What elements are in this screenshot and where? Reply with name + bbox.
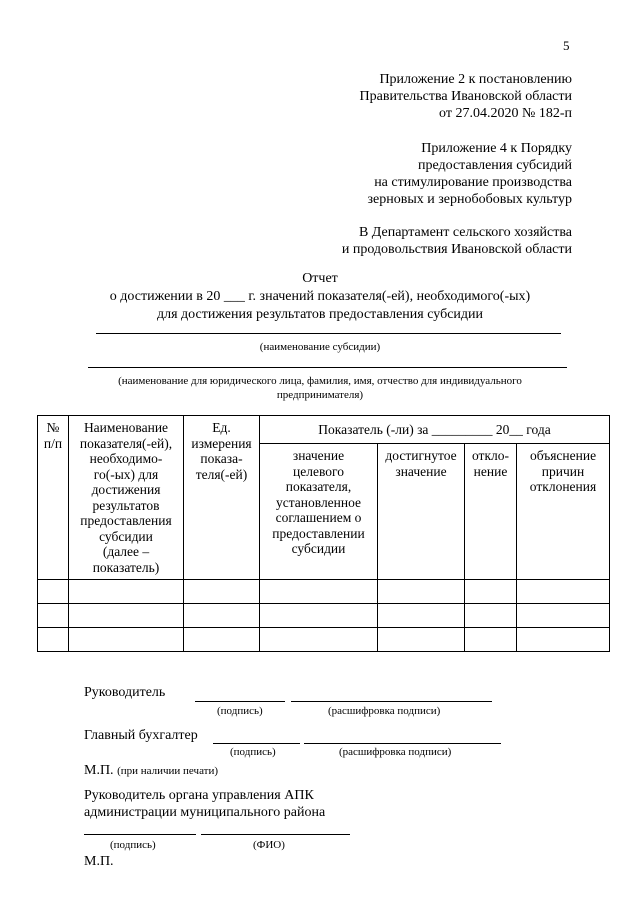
table-cell[interactable]	[260, 604, 378, 628]
header-deviation-reasons: объяснение причин отклонения	[517, 444, 610, 580]
head-label: Руководитель	[84, 685, 166, 700]
table-cell[interactable]	[517, 580, 610, 604]
apk-sign-caption: (подпись)	[110, 839, 156, 851]
table-cell[interactable]	[69, 580, 184, 604]
table-cell[interactable]	[38, 604, 69, 628]
table-row	[38, 628, 610, 652]
addressee: В Департамент сельского хозяйства и продовольствия Ивановской области	[341, 225, 572, 257]
header-target-value: значение целевого показателя, установленное соглашением о предоставлении субсидии	[260, 444, 378, 580]
table-row	[38, 604, 610, 628]
head-sign-caption: (подпись)	[217, 705, 263, 717]
stamp-note: (при наличии печати)	[117, 765, 219, 777]
header-unit: Ед. измерения показа- теля(-ей)	[184, 416, 260, 580]
head-decode-line[interactable]	[291, 701, 492, 702]
table-cell[interactable]	[184, 580, 260, 604]
accountant-sign-caption: (подпись)	[230, 746, 276, 758]
procedure-header: Приложение 4 к Порядку предоставления субсидий на стимулирование производства зерновых и зернобобовых культур	[367, 141, 572, 207]
table-cell[interactable]	[184, 628, 260, 652]
report-title: Отчет о достижении в 20 ___ г. значений показателя(-ей), необходимого(-ых) для достижения результатов предоставления субсидии	[109, 271, 531, 322]
header-deviation: откло- нение	[465, 444, 517, 580]
header-num: № п/п	[38, 416, 69, 580]
table-cell[interactable]	[465, 628, 517, 652]
stamp-line: М.П. (при наличии печати)	[84, 763, 219, 778]
table-cell[interactable]	[517, 628, 610, 652]
table-cell[interactable]	[378, 580, 465, 604]
header-achieved-value: достигнутое значение	[378, 444, 465, 580]
table-row	[38, 580, 610, 604]
page-number: 5	[563, 38, 570, 53]
table-cell[interactable]	[465, 604, 517, 628]
apk-fio-caption: (ФИО)	[253, 839, 285, 851]
table-cell[interactable]	[517, 604, 610, 628]
accountant-label: Главный бухгалтер	[84, 728, 198, 743]
subsidy-name-line	[96, 333, 561, 334]
accountant-sign-line[interactable]	[213, 743, 300, 744]
entity-caption: (наименование для юридического лица, фамилия, имя, отчество для индивидуального предпринимателя)	[118, 375, 522, 401]
final-stamp: М.П.	[84, 854, 114, 869]
table-cell[interactable]	[69, 604, 184, 628]
apk-fio-line[interactable]	[201, 834, 350, 835]
table-cell[interactable]	[38, 580, 69, 604]
header-indicator-group: Показатель (-ли) за _________ 20__ года	[260, 416, 610, 444]
table-cell[interactable]	[69, 628, 184, 652]
header-indicator-name: Наименование показателя(-ей), необходимо- го(-ых) для достижения результатов предоставления субсидии (далее – показатель)	[69, 416, 184, 580]
table-cell[interactable]	[378, 604, 465, 628]
annex-header: Приложение 2 к постановлению Правительства Ивановской области от 27.04.2020 № 182-п	[359, 72, 572, 121]
apk-sign-line[interactable]	[84, 834, 196, 835]
head-sign-line[interactable]	[195, 701, 285, 702]
report-table	[37, 415, 610, 652]
table-cell[interactable]	[184, 604, 260, 628]
accountant-decode-caption: (расшифровка подписи)	[339, 746, 452, 758]
table-header-row	[38, 416, 610, 444]
table-cell[interactable]	[38, 628, 69, 652]
subsidy-caption: (наименование субсидии)	[259, 341, 381, 353]
apk-head-label: Руководитель органа управления АПК администрации муниципального района	[84, 788, 326, 820]
table-cell[interactable]	[378, 628, 465, 652]
table-cell[interactable]	[465, 580, 517, 604]
entity-name-line	[88, 367, 567, 368]
table-cell[interactable]	[260, 628, 378, 652]
head-decode-caption: (расшифровка подписи)	[328, 705, 441, 717]
accountant-decode-line[interactable]	[304, 743, 501, 744]
table-cell[interactable]	[260, 580, 378, 604]
